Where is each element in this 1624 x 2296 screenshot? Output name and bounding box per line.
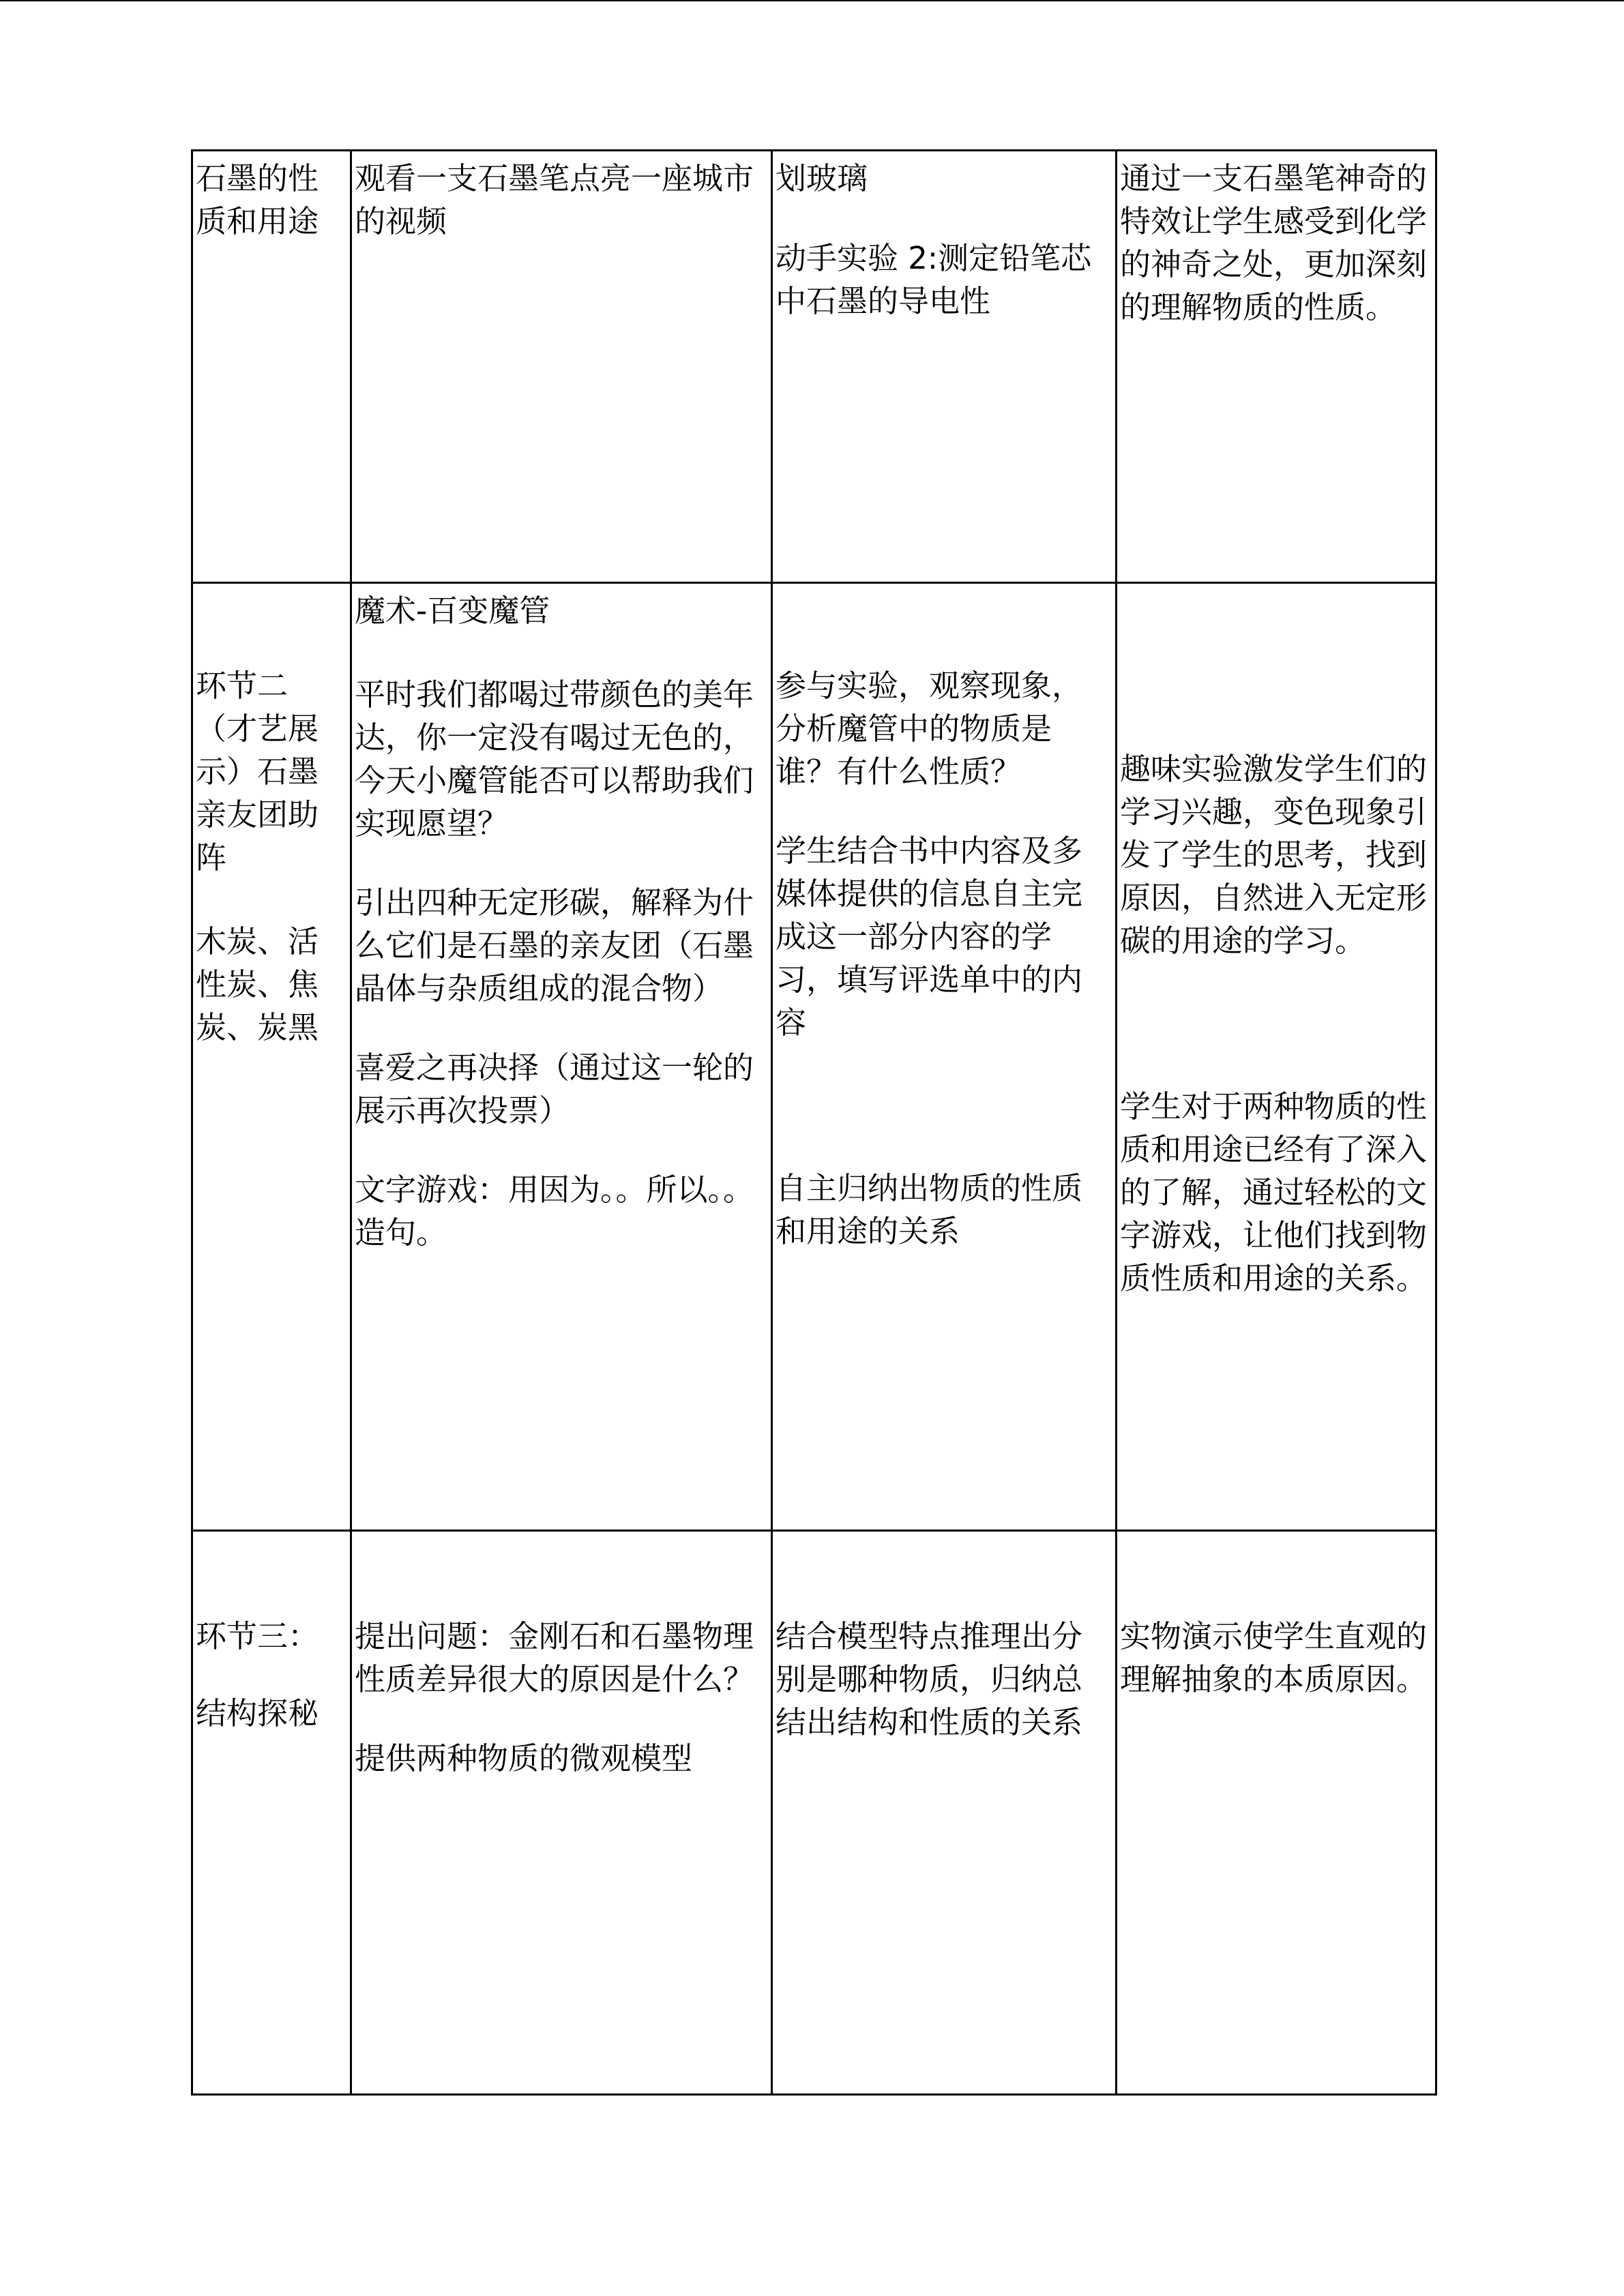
student-activity-text: 结合模型特点推理出分别是哪种物质，归纳总结出结构和性质的关系	[776, 1618, 1083, 1740]
teacher-activity-text: 喜爱之再决择（通过这一轮的展示再次投票）	[355, 1049, 754, 1129]
student-activity-cell	[772, 1531, 1117, 2095]
student-activity-cell	[772, 583, 1117, 1531]
stage-cell	[192, 583, 351, 1531]
teacher-activity-text: 提出问题：金刚石和石墨物理性质差异很大的原因是什么？	[355, 1618, 754, 1697]
teacher-activity-cell	[351, 583, 772, 1531]
stage-text: 环节三：	[196, 1618, 319, 1654]
teacher-activity-text: 文字游戏：用因为。。所以。。造句。	[355, 1172, 754, 1251]
student-activity-text: 自主归纳出物质的性质和用途的关系	[776, 1170, 1083, 1249]
teacher-activity-cell	[351, 151, 772, 583]
student-activity-text: 参与实验，观察现象，分析魔管中的物质是谁？有什么性质？	[776, 668, 1083, 790]
stage-text: 环节二（才艺展示）石墨亲友团助阵	[196, 668, 319, 876]
stage-cell	[192, 1531, 351, 2095]
page-top-rule	[0, 0, 1624, 1]
design-intent-text: 实物演示使学生直观的理解抽象的本质原因。	[1120, 1618, 1428, 1697]
student-activity-text: 动手实验 2:测定铅笔芯中石墨的导电性	[776, 240, 1092, 319]
stage-cell	[192, 151, 351, 583]
student-activity-cell	[772, 151, 1117, 583]
student-activity-text: 学生结合书中内容及多媒体提供的信息自主完成这一部分内容的学习，填写评选单中的内容	[776, 833, 1083, 1041]
design-intent-text: 通过一支石墨笔神奇的特效让学生感受到化学的神奇之处，更加深刻的理解物质的性质。	[1120, 160, 1428, 325]
teacher-activity-cell	[351, 1531, 772, 2095]
stage-text: 木炭、活性炭、焦炭、炭黑	[196, 923, 319, 1045]
stage-text: 结构探秘	[196, 1695, 319, 1731]
table-row	[192, 1531, 1436, 2095]
student-activity-text: 划玻璃	[776, 160, 868, 196]
design-intent-text: 学生对于两种物质的性质和用途已经有了深入的了解，通过轻松的文字游戏，让他们找到物质性质和用途的关系。	[1120, 1088, 1428, 1296]
lesson-plan-table	[191, 149, 1437, 2096]
design-intent-cell	[1117, 1531, 1436, 2095]
design-intent-text: 趣味实验激发学生们的学习兴趣，变色现象引发了学生的思考，找到原因，自然进入无定形碳的用途的学习。	[1120, 751, 1428, 959]
teacher-activity-text: 观看一支石墨笔点亮一座城市的视频	[355, 160, 754, 239]
design-intent-cell	[1117, 583, 1436, 1531]
teacher-activity-text: 引出四种无定形碳，解释为什么它们是石墨的亲友团（石墨晶体与杂质组成的混合物）	[355, 884, 754, 1007]
table-row	[192, 583, 1436, 1531]
teacher-activity-text: 魔术-百变魔管	[355, 593, 550, 629]
teacher-activity-text: 提供两种物质的微观模型	[355, 1740, 693, 1776]
teacher-activity-text: 平时我们都喝过带颜色的美年达，你一定没有喝过无色的，今天小魔管能否可以帮助我们实现愿望？	[355, 676, 754, 841]
stage-text: 石墨的性质和用途	[196, 160, 319, 239]
table-row	[192, 151, 1436, 583]
design-intent-cell	[1117, 151, 1436, 583]
